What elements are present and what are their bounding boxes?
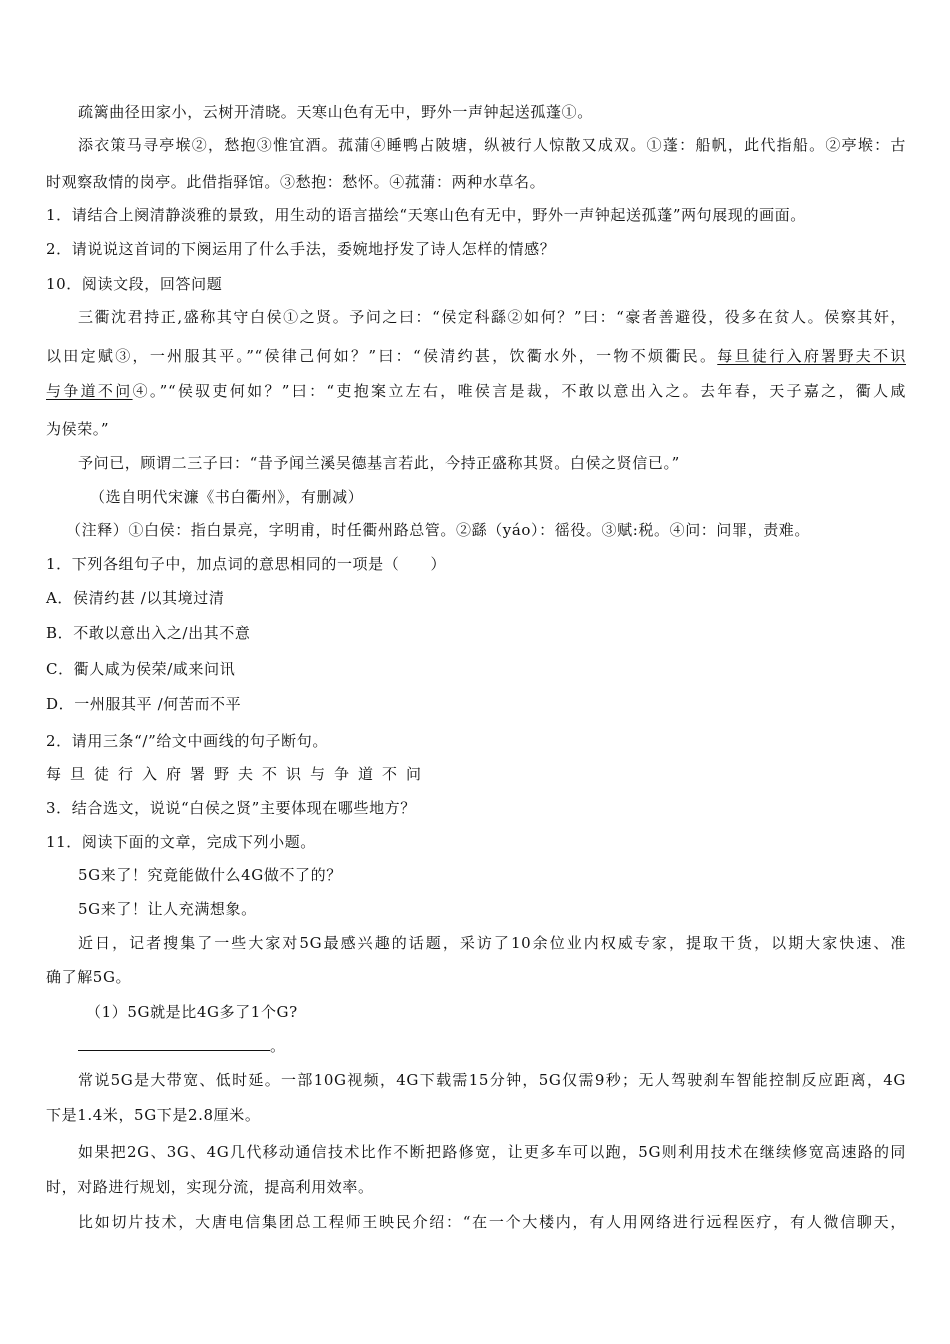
q10-passage-line-4: 为侯荣。”	[46, 420, 110, 438]
q10-passage-line-2	[46, 345, 906, 367]
article-headline: 5G来了！究竟能做什么4G做不了的？	[78, 866, 342, 884]
sentence-to-punctuate: 每旦徒行入府署野夫不识与争道不问	[46, 765, 431, 783]
article-para-2-line-1: 常说5G是大带宽、低时延。一部10G视频，4G下载需15分钟，5G仅需9秒；无人驾驶刹车智能控制反应距离，4G	[78, 1071, 906, 1089]
option-a: A．侯清约甚 /以其境过清	[46, 589, 225, 607]
article-para-1-line-2: 确了解5G。	[46, 968, 132, 986]
poem-line-2: 添衣策马寻亭堠②，愁抱③惟宜酒。菰蒲④睡鸭占陂塘，纵被行人惊散又成双。①蓬：船帆，此代指船。②亭堠：古	[78, 136, 906, 154]
answer-blank-line	[78, 1035, 286, 1057]
q10-passage-line-1: 三衢沈君持正,盛称其守白侯①之贤。予问之曰：“侯定科繇②如何？”曰：“豪者善避役，役多在贫人。侯察其奸，	[78, 308, 906, 326]
q10-passage-line-3	[46, 380, 906, 402]
q10-title: 10．阅读文段，回答问题	[46, 275, 223, 293]
q10-notes: （注释）①白侯：指白景亮，字明甫，时任衢州路总管。②繇（yáo）：徭役。③赋:税。④问：问罪，责难。	[66, 521, 811, 539]
underlined-sentence-part-2: 与争道不问	[46, 382, 133, 400]
poem-line-3: 时观察敌情的岗亭。此借指驿馆。③愁抱：愁怀。④菰蒲：两种水草名。	[46, 173, 546, 191]
poem-question-2: 2．请说说这首词的下阕运用了什么手法，委婉地抒发了诗人怎样的情感？	[46, 240, 556, 258]
article-para-4-line-1: 比如切片技术，大唐电信集团总工程师王映民介绍：“在一个大楼内，有人用网络进行远程医疗，有人微信聊天，	[78, 1213, 906, 1231]
poem-line-1: 疏篱曲径田家小，云树开清晓。天寒山色有无中，野外一声钟起送孤蓬①。	[78, 103, 593, 121]
article-subheadline: 5G来了！让人充满想象。	[78, 900, 257, 918]
blank-period: 。	[270, 1037, 286, 1055]
q10-subquestion-1: 1．下列各组句子中，加点词的意思相同的一项是（ ）	[46, 555, 447, 573]
q10-passage-line-5: 予问已，顾谓二三子曰：“昔予闻兰溪吴德基言若此，今持正盛称其贤。白侯之贤信已。”	[78, 454, 680, 472]
q11-title: 11．阅读下面的文章，完成下列小题。	[46, 833, 316, 851]
q10-subquestion-2: 2．请用三条“/”给文中画线的句子断句。	[46, 732, 328, 750]
q10-passage-text: 以田定赋③，一州服其平。”“侯律己何如？”曰：“侯清约甚，饮衢水外，一物不烦衢民。	[46, 347, 718, 365]
underlined-sentence-part-1: 每旦徒行入府署野夫不识	[717, 347, 906, 365]
article-para-1-line-1: 近日，记者搜集了一些大家对5G最感兴趣的话题，采访了10余位业内权威专家，提取干货，以期大家快速、准	[78, 934, 906, 952]
option-c: C．衢人咸为侯荣/咸来问讯	[46, 660, 236, 678]
option-b: B．不敢以意出入之/出其不意	[46, 624, 251, 642]
q10-source: （选自明代宋濂《书白衢州》，有删减）	[90, 488, 364, 506]
article-para-2-line-2: 下是1.4米，5G下是2.8厘米。	[46, 1106, 261, 1124]
article-subheading-1: （1）5G就是比4G多了1个G?	[86, 1003, 298, 1021]
answer-blank[interactable]	[78, 1036, 270, 1051]
poem-question-1: 1．请结合上阕清静淡雅的景致，用生动的语言描绘“天寒山色有无中，野外一声钟起送孤蓬”两句展现的画面。	[46, 206, 806, 224]
article-para-3-line-2: 时，对路进行规划，实现分流，提高利用效率。	[46, 1178, 374, 1196]
q10-subquestion-3: 3．结合选文，说说“白侯之贤”主要体现在哪些地方？	[46, 799, 416, 817]
option-d: D．一州服其平 /何苦而不平	[46, 695, 242, 713]
q10-passage-text: ④。”“侯驭吏何如？”曰：“吏抱案立左右，唯侯言是裁，不敢以意出入之。去年春，天子嘉之，衢人咸	[132, 382, 906, 400]
article-para-3-line-1: 如果把2G、3G、4G几代移动通信技术比作不断把路修宽，让更多车可以跑，5G则利用技术在继续修宽高速路的同	[78, 1143, 906, 1161]
